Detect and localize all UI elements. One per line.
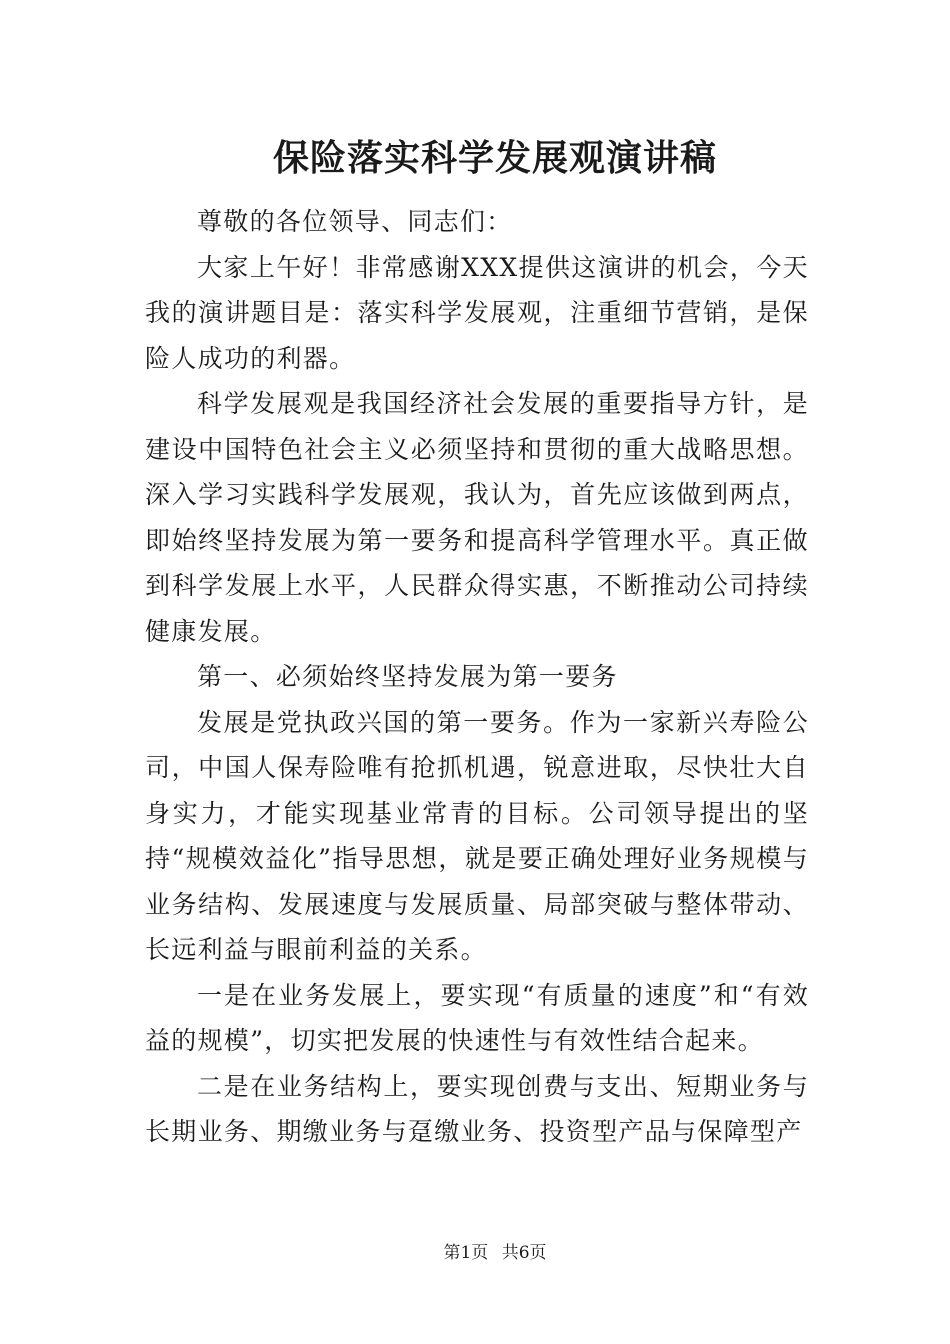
paragraph-salutation: 尊敬的各位领导、同志们： [197, 207, 513, 236]
page-footer [0, 1241, 950, 1265]
paragraph-intro: 科学发展观是我国经济社会发展的重要指导方针，是建设中国特色社会主义必须坚持和贯彻的重大战略思想。深入学习实践科学发展观，我认为，首先应该做到两点，即始终坚持发展为第一要务和提高科学管理水平。真正做到科学发展上水平，人民群众得实惠，不断推动公司持续健康发展。 [145, 389, 809, 646]
paragraph-greeting: 大家上午好！非常感谢XXX提供这演讲的机会，今天我的演讲题目是：落实科学发展观，注重细节营销，是保险人成功的利器。 [145, 252, 809, 373]
document-body [145, 199, 809, 1155]
page-total: 共6页 [501, 1243, 547, 1263]
section-heading-first: 第一、必须始终坚持发展为第一要务 [197, 662, 618, 691]
page-number: 第1页 [443, 1243, 489, 1263]
paragraph-point-one: 一是在业务发展上，要实现“有质量的速度”和“有效益的规模”，切实把发展的快速性与有效性结合起来。 [145, 980, 809, 1055]
document-title: 保险落实科学发展观演讲稿 [272, 137, 717, 179]
paragraph-point-two: 二是在业务结构上，要实现创费与支出、短期业务与长期业务、期缴业务与趸缴业务、投资型产品与保障型产 [145, 1071, 809, 1146]
paragraph-development: 发展是党执政兴国的第一要务。作为一家新兴寿险公司，中国人保寿险唯有抢抓机遇，锐意进取，尽快壮大自身实力，才能实现基业常青的目标。公司领导提出的坚持“规模效益化”指导思想，就是要正确处理好业务规模与业务结构、发展速度与发展质量、局部突破与整体带动、长远利益与眼前利益的关系。 [145, 707, 809, 964]
